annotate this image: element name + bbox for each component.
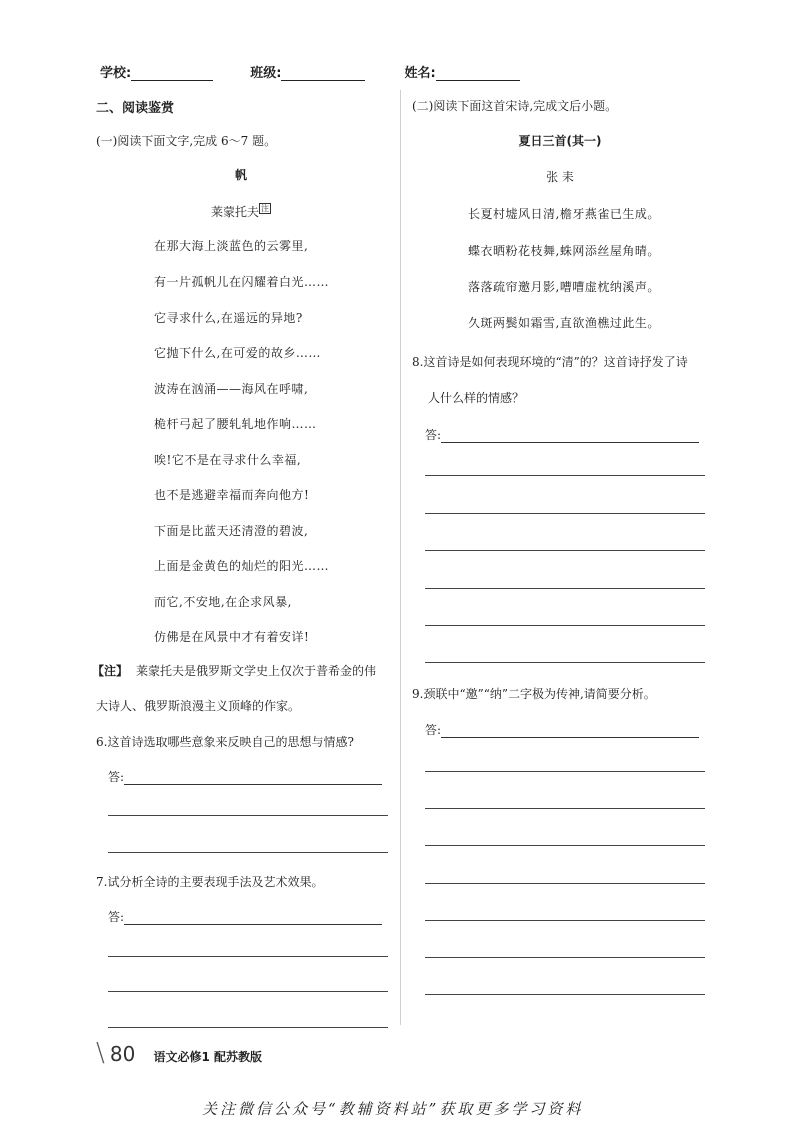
poem-line: 波涛在汹涌——海风在呼啸,: [154, 382, 309, 396]
poem-line: 仿佛是在风景中才有着安详!: [154, 630, 310, 644]
name-field[interactable]: [436, 66, 520, 81]
poem-line: 在那大海上淡蓝色的云雾里,: [154, 239, 309, 253]
page-footer: [96, 1038, 262, 1068]
q8-answer-rule[interactable]: [425, 662, 705, 663]
note-label: 【注】: [92, 664, 129, 678]
q8-answer-rule[interactable]: [425, 475, 705, 476]
q9-answer-rule[interactable]: [425, 883, 705, 884]
author-note-continued: 大诗人、俄罗斯浪漫主义顶峰的作家。: [96, 699, 301, 713]
section-title: 二、阅读鉴赏: [96, 101, 175, 116]
poem-line: 唉!它不是在寻求什么幸福,: [154, 453, 302, 467]
q9-answer-rule[interactable]: [425, 920, 705, 921]
book-title: 语文必修1 配苏教版: [153, 1050, 263, 1064]
song-poem-title: 夏日三首(其一): [518, 134, 602, 148]
q6-answer-rule[interactable]: [108, 815, 388, 816]
poem-line: 久斑两鬓如霜雪,直欲渔樵过此生。: [468, 316, 660, 330]
q9-answer-rule[interactable]: [425, 957, 705, 958]
name-label: 姓名:: [404, 66, 436, 81]
poem-line: 蝶衣晒粉花枝舞,蛛网添丝屋角晴。: [468, 244, 660, 258]
poem-line: 而它,不安地,在企求风暴,: [154, 595, 292, 609]
q7-answer-rule[interactable]: [108, 956, 388, 957]
poem-line: 桅杆弓起了腰轧轧地作响……: [154, 417, 317, 431]
poem-line: 下面是比蓝天还清澄的碧波,: [154, 524, 309, 538]
q8-answer-rule[interactable]: [425, 588, 705, 589]
question-7: 7.试分析全诗的主要表现手法及艺术效果。: [96, 875, 324, 889]
q8-answer-rule[interactable]: [425, 550, 705, 551]
q6-answer-rule[interactable]: [108, 852, 388, 853]
answer-label: 答:: [108, 910, 125, 924]
poem-line: 它寻求什么,在遥远的异地?: [154, 311, 303, 325]
school-label: 学校:: [100, 66, 132, 81]
footer-slash-decoration: \: [96, 1038, 105, 1068]
form-header: [100, 62, 520, 81]
section-intro: (一)阅读下面文字,完成 6～7 题。: [96, 134, 277, 148]
question-8-continued: 人什么样的情感？: [428, 391, 525, 405]
q8-answer-line[interactable]: [425, 426, 699, 443]
section-intro-2: (二)阅读下面这首宋诗,完成文后小题。: [412, 99, 618, 113]
q9-answer-rule[interactable]: [425, 808, 705, 809]
question-9: 9.颈联中“邀”“纳”二字极为传神,请简要分析。: [412, 687, 656, 701]
poem-line: 落落疏帘邀月影,嘈嘈虚枕纳溪声。: [468, 280, 660, 294]
author-name: 莱蒙托夫: [210, 205, 259, 219]
q7-answer-line[interactable]: [108, 908, 382, 925]
note-text: 莱蒙托夫是俄罗斯文学史上仅次于普希金的伟: [136, 664, 377, 678]
poem-author: [96, 203, 386, 220]
q9-answer-rule[interactable]: [425, 994, 705, 995]
class-label: 班级:: [250, 66, 282, 81]
school-field[interactable]: [131, 66, 213, 81]
answer-label: 答:: [425, 428, 442, 442]
poem-line: 长夏村墟风日清,檐牙燕雀已生成。: [468, 207, 660, 221]
author-note-mark: 注: [261, 204, 269, 213]
q9-answer-rule[interactable]: [425, 771, 705, 772]
poem-line: 也不是逃避幸福而奔向他方!: [154, 488, 310, 502]
q7-answer-rule[interactable]: [108, 1027, 388, 1028]
class-field[interactable]: [281, 66, 365, 81]
q6-answer-line[interactable]: [108, 768, 382, 785]
poem-title: 帆: [234, 168, 247, 182]
q9-answer-line[interactable]: [425, 721, 699, 738]
question-6: 6.这首诗选取哪些意象来反映自己的思想与情感?: [96, 735, 354, 749]
poem-line: 上面是金黄色的灿烂的阳光……: [154, 559, 330, 573]
promo-note: 关注微信公众号“教辅资料站”获取更多学习资料: [202, 1100, 584, 1118]
author-note: [92, 662, 376, 679]
q7-answer-rule[interactable]: [108, 991, 388, 992]
song-poem-author: 张 耒: [546, 170, 574, 184]
q8-answer-rule[interactable]: [425, 625, 705, 626]
q8-answer-rule[interactable]: [425, 513, 705, 514]
poem-line: 有一片孤帆儿在闪耀着白光……: [154, 275, 330, 289]
column-divider: [400, 90, 401, 1025]
q9-answer-rule[interactable]: [425, 845, 705, 846]
poem-line: 它抛下什么,在可爱的故乡……: [154, 346, 321, 360]
page-number: 80: [109, 1042, 136, 1066]
answer-label: 答:: [108, 770, 125, 784]
question-8: 8.这首诗是如何表现环境的“清”的？这首诗抒发了诗: [412, 355, 688, 369]
answer-label: 答:: [425, 723, 442, 737]
